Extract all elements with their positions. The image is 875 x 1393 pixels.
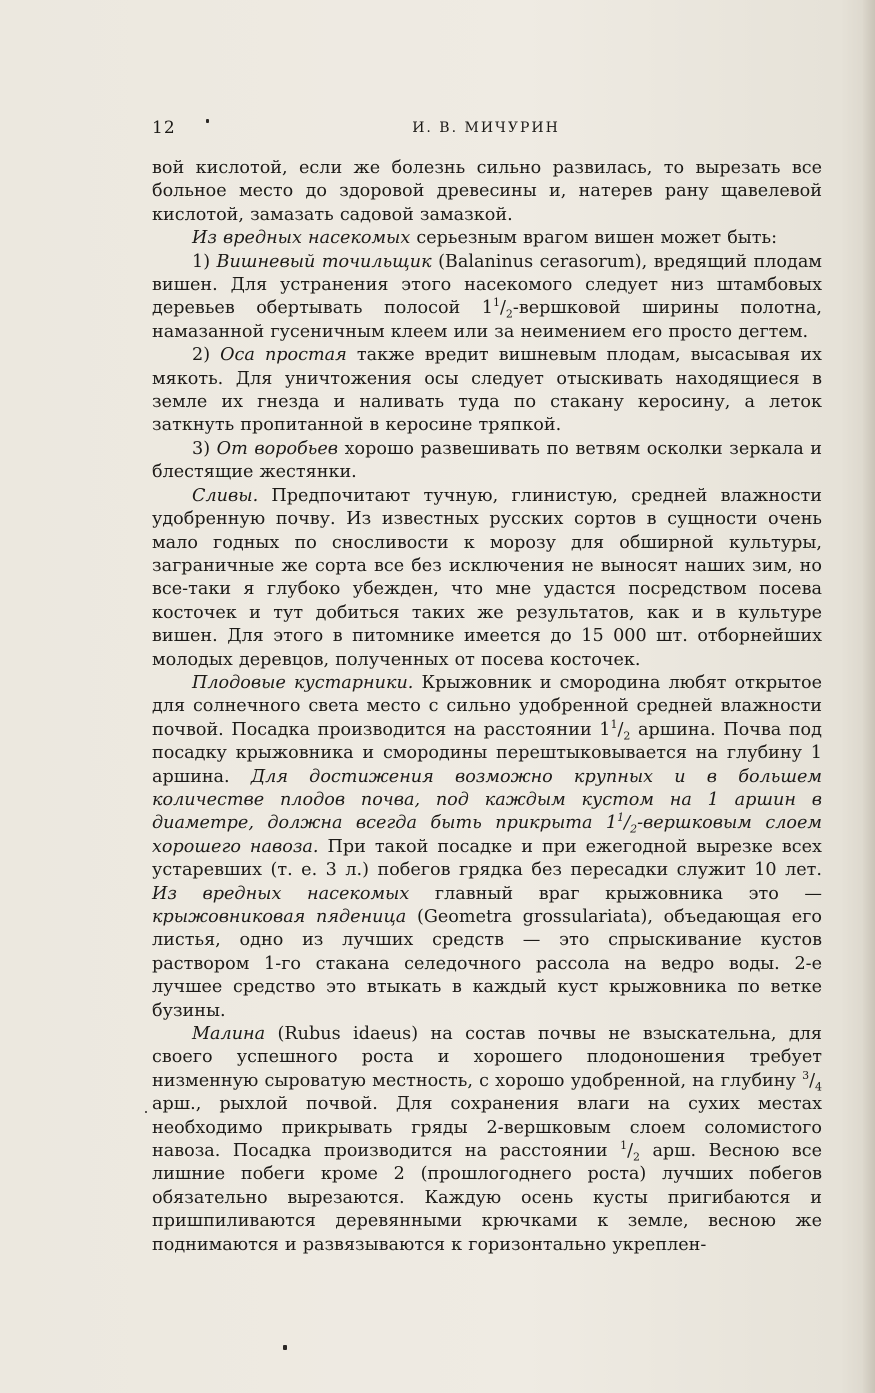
text-run: 4	[815, 1080, 822, 1094]
italic-run: Сливы.	[192, 485, 259, 506]
italic-run: Оса простая	[220, 345, 347, 366]
text-run: /	[617, 719, 624, 740]
text-run: Предпочитают тучную, глинистую, средней влажности удобренную почву. Из известных русских сортов в сущности очень мало годных по сносливости к морозу для обширной культуры, заграничные же сорта все без исключения не выносят наших зим, но все-таки я глубоко убежден, что мне удастся посредством посева косточек и тут добиться таких же результатов, как и в культуре вишен. Для этого в питомнике имеется до 15 000 шт. отборнейших молодых деревцов, полученных от посева косточек.	[152, 485, 822, 670]
ink-speck	[145, 1111, 147, 1113]
text-run: также вредит вишневым плодам, высасывая их мякоть. Для уничтожения осы следует отыскивать находящиеся в земле их гнезда и наливать туда по стакану керосину, а леток заткнуть пропитанной в керосине тряпкой.	[152, 345, 822, 436]
italic-run: крыжовниковая пяденица	[152, 907, 407, 927]
italic-run: От воробьев	[216, 438, 339, 459]
text-run: Крыжовник и смородина любят открытое для солнечного света место с сильно удобренной средней влажности почвой. Посадка производится на расстоянии 1	[152, 672, 822, 740]
paragraph	[152, 251, 822, 345]
italic-run: Малина	[192, 1024, 266, 1045]
italic-run: 1	[617, 811, 625, 825]
text-run: главный враг крыжовника это —	[409, 883, 822, 904]
text-run: арш., рыхлой почвой. Для сохранения влаги на сухих местах необходимо прикрывать гряды 2-вершковым слоем соломистого навоза. Посадка производится на расстоянии	[152, 1094, 822, 1162]
text-run: 1)	[192, 251, 217, 272]
italic-run: Вишневый точильщик	[216, 251, 432, 272]
italic-run: 2	[630, 822, 638, 836]
ink-speck	[206, 119, 209, 123]
ink-speck	[283, 1345, 287, 1350]
text-run: /	[809, 1070, 815, 1091]
text-run: хорошо развешивать по ветвям осколки зеркала и блестящие жестянки.	[152, 438, 823, 483]
text-run: 2	[505, 307, 513, 321]
text-run: (Balaninus cerasorum), вредящий плодам вишен. Для устранения этого насекомого следует низ штамбовых деревьев обертывать полосой 1	[152, 251, 822, 319]
text-run: аршина. Почва под посадку крыжовника и смородины перештыковывается на глубину 1 аршина.	[152, 719, 822, 787]
text-run: (Geometra grossulariata), объедающая его листья, одно из лучших средств — это спрыскивание кустов раствором 1-го стакана селедочного рассола на ведро воды. 2-е лучшее средство это втыкать в каждый куст крыжовника по ветке бузины.	[152, 907, 822, 1021]
text-run: вой кислотой, если же болезнь сильно развилась, то вырезать все больное место до здоровой древесины и, натерев рану щавелевой кислотой, замазать садовой замазкой.	[152, 158, 822, 225]
italic-run: -вершковым слоем хорошего навоза.	[152, 813, 822, 857]
text-run: При такой посадке и при ежегодной вырезке всех устаревших (т. е. 3 л.) побегов грядка без пересадки служит 10 лет.	[152, 836, 822, 881]
paragraph	[152, 1023, 822, 1257]
text-run: (Rubus idaeus) на состав почвы не взыскательна, для своего успешного роста и хорошего плодоношения требует низменную сыроватую местность, с хорошо удобренной, на глубину	[152, 1024, 822, 1091]
text-run: /	[499, 298, 506, 319]
text-run: 2	[623, 729, 631, 743]
text-run: -вершковой ширины полотна, намазанной гусеничным клеем или за неимением его просто дегтем.	[152, 298, 822, 342]
italic-run: Для достижения возможно крупных и в большем количестве плодов почва, под каждым кустом на 1 аршин в диаметре, должна всегда быть прикрыта 1	[152, 766, 822, 834]
italic-run: Из вредных насекомых	[192, 228, 411, 249]
page-gutter	[863, 0, 875, 1393]
text-run: /	[627, 1141, 634, 1162]
paragraph	[152, 344, 822, 438]
paragraph	[152, 672, 822, 1023]
text-run: серьезным врагом вишен может быть:	[410, 228, 778, 249]
text-run: 1	[492, 296, 500, 310]
body-text	[152, 157, 822, 1257]
paragraph	[152, 438, 822, 485]
text-run: арш. Весною все лишние побеги кроме 2 (прошлогоднего роста) лучших побегов обязательно вырезаются. Каждую осень кусты пригибаются и пришпиливаются деревянными крючками к земле, весною же поднимаются и развязываются к горизонтально укреплен-	[152, 1141, 823, 1255]
text-run: 2)	[192, 345, 221, 366]
italic-run: /	[624, 813, 631, 834]
page-header	[150, 118, 822, 142]
running-title: И. В. МИЧУРИН	[412, 120, 560, 136]
paragraph	[152, 157, 822, 227]
page-number: 12	[152, 118, 176, 138]
text-run: 1	[610, 717, 618, 731]
italic-run: Из вредных насекомых	[152, 883, 410, 904]
text-run: 3)	[192, 438, 217, 459]
paragraph	[152, 485, 822, 672]
text-run: 2	[633, 1150, 641, 1164]
italic-run: Плодовые кустарники.	[192, 672, 414, 693]
text-run: 1	[620, 1139, 628, 1153]
text-run: 3	[802, 1068, 810, 1082]
paragraph	[152, 227, 822, 250]
